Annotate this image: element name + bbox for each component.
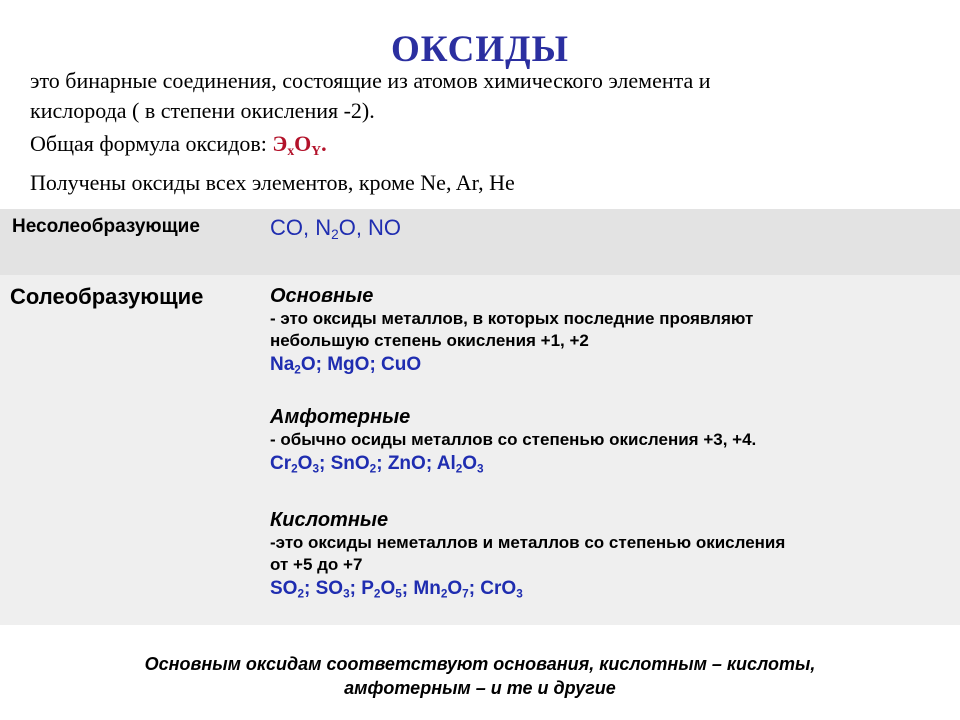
formula-oxygen: O — [294, 131, 312, 156]
non-salt-examples — [270, 215, 401, 241]
ex-part: ; SnO — [319, 453, 370, 474]
ex-sub: 3 — [312, 462, 319, 476]
ex-part: O — [462, 453, 478, 474]
ex-part: ; ZnO; Al — [376, 453, 456, 474]
ex-sub: 2 — [440, 587, 448, 601]
ex-sub: 2 — [369, 462, 377, 476]
non-salt-label: Несолеобразующие — [12, 216, 200, 237]
ex-part: O — [447, 578, 463, 599]
amphoteric-oxides-block — [270, 405, 950, 477]
ex-sub: 2 — [291, 462, 298, 476]
exceptions-line: Получены оксиды всех элементов, кроме Ne, Ar, He — [30, 170, 515, 195]
amphoteric-examples — [270, 451, 950, 477]
ex-sub: 3 — [343, 587, 350, 601]
footer-line-2: амфотерным – и те и другие — [344, 678, 616, 698]
definition-line-1: это бинарные соединения, состоящие из атомов химического элемента и — [30, 68, 711, 93]
formula-x: x — [287, 143, 295, 159]
ex-part: O, NO — [338, 215, 402, 240]
ex-part: ; SO — [304, 578, 344, 599]
ex-part: SO — [270, 578, 298, 599]
basic-head: Основные — [270, 285, 374, 307]
acidic-examples — [270, 576, 950, 602]
acidic-oxides-block — [270, 508, 950, 602]
basic-desc-1: - это оксиды металлов, в которых последние проявляют — [270, 309, 754, 328]
ex-sub: 3 — [516, 587, 523, 601]
footer-line-1: Основным оксидам соответствуют основания, кислотным – кислоты, — [144, 654, 816, 674]
formula-label: Общая формула оксидов: — [30, 131, 273, 156]
acidic-head: Кислотные — [270, 509, 389, 531]
amphoteric-head: Амфотерные — [270, 406, 411, 428]
ex-part: Cr — [270, 453, 292, 474]
intro-text — [30, 66, 930, 198]
page-title: ОКСИДЫ — [391, 29, 569, 70]
basic-desc-2: небольшую степень окисления +1, +2 — [270, 331, 589, 350]
ex-part: CO, N — [270, 215, 332, 240]
definition-line-2: кислорода ( в степени окисления -2). — [30, 98, 375, 123]
ex-part: Na — [270, 354, 295, 375]
ex-part: ; P — [349, 578, 374, 599]
ex-sub: 2 — [297, 587, 304, 601]
ex-part: O — [297, 453, 313, 474]
basic-oxides-block — [270, 284, 950, 378]
ex-part: ; Mn — [401, 578, 441, 599]
formula-y: Y — [311, 143, 322, 159]
acidic-desc-2: от +5 до +7 — [270, 555, 363, 574]
ex-part: O — [380, 578, 396, 599]
ex-part: O; MgO; CuO — [300, 354, 422, 375]
footer-note — [0, 652, 960, 700]
ex-part: ; CrO — [468, 578, 517, 599]
ex-sub: 2 — [331, 227, 339, 243]
formula-line — [30, 129, 930, 159]
ex-sub: 7 — [462, 587, 469, 601]
formula-element: Э — [272, 131, 288, 156]
acidic-desc-1: -это оксиды неметаллов и металлов со степенью окисления — [270, 533, 786, 552]
ex-sub: 2 — [455, 462, 463, 476]
amphoteric-desc-1: - обычно осиды металлов со степенью окисления +3, +4. — [270, 430, 757, 449]
formula-end: . — [321, 131, 327, 156]
ex-sub: 5 — [395, 587, 402, 601]
ex-sub: 3 — [477, 462, 484, 476]
ex-sub: 2 — [373, 587, 381, 601]
ex-sub: 2 — [294, 363, 301, 377]
salt-label: Солеобразующие — [10, 284, 204, 309]
basic-examples — [270, 352, 950, 378]
general-formula — [272, 131, 327, 159]
